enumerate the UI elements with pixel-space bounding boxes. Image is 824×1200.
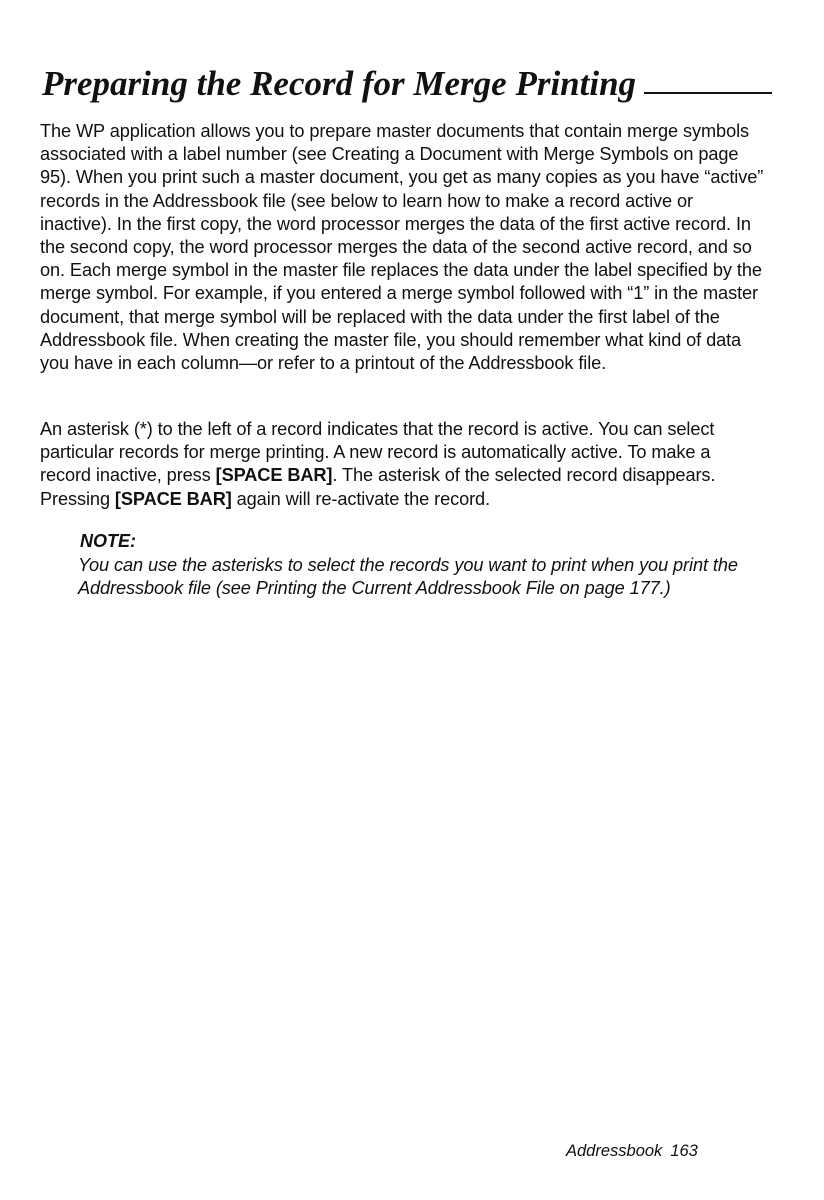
- page-footer: [566, 1140, 698, 1162]
- note-text: You can use the asterisks to select the records you want to print when you print the Addressbook file (see Printing the Current Addressbook File on page 177.): [78, 555, 738, 599]
- section-heading: Preparing the Record for Merge Printing: [42, 64, 637, 103]
- paragraph-active-records: [40, 418, 765, 511]
- section-heading-row: [42, 62, 762, 106]
- paragraph-active-records-text-2: . The asterisk of the selected record disappears. Pressing: [40, 465, 716, 509]
- footer-section-name: Addressbook: [566, 1142, 663, 1160]
- footer-page-number: 163: [670, 1142, 698, 1160]
- paragraph-merge-symbols: The WP application allows you to prepare master documents that contain merge symbols associated with a label number (see Creating a Document with Merge Symbols on page 95). When you print such a master document, you get as many copies as you have “active” records in the Addressbook file (see below to learn how to make a record active or inactive). In the first copy, the word processor merges the data of the first active record. In the second copy, the word processor merges the data of the second active record, and so on. Each merge symbol in the master file replaces the data under the label specified by the merge symbol. For example, if you entered a merge symbol followed with “1” in the master document, that merge symbol will be replaced with the data under the first label of the Addressbook file. When creating the master file, you should remember what kind of data you have in each column—or refer to a printout of the Addressbook file.: [40, 121, 764, 374]
- heading-rule: [644, 92, 772, 94]
- paragraph-active-records-text-3: again will re-activate the record.: [231, 488, 491, 509]
- note-label: NOTE:: [80, 531, 136, 551]
- space-bar-key-label: [SPACE BAR]: [215, 465, 333, 486]
- space-bar-key-label-2: [SPACE BAR]: [114, 488, 232, 509]
- paragraph-active-records-text-1: An asterisk (*) to the left of a record indicates that the record is active. You can select particular records for merge printing. A new record is automatically active. To make a record inactive, press: [40, 419, 715, 486]
